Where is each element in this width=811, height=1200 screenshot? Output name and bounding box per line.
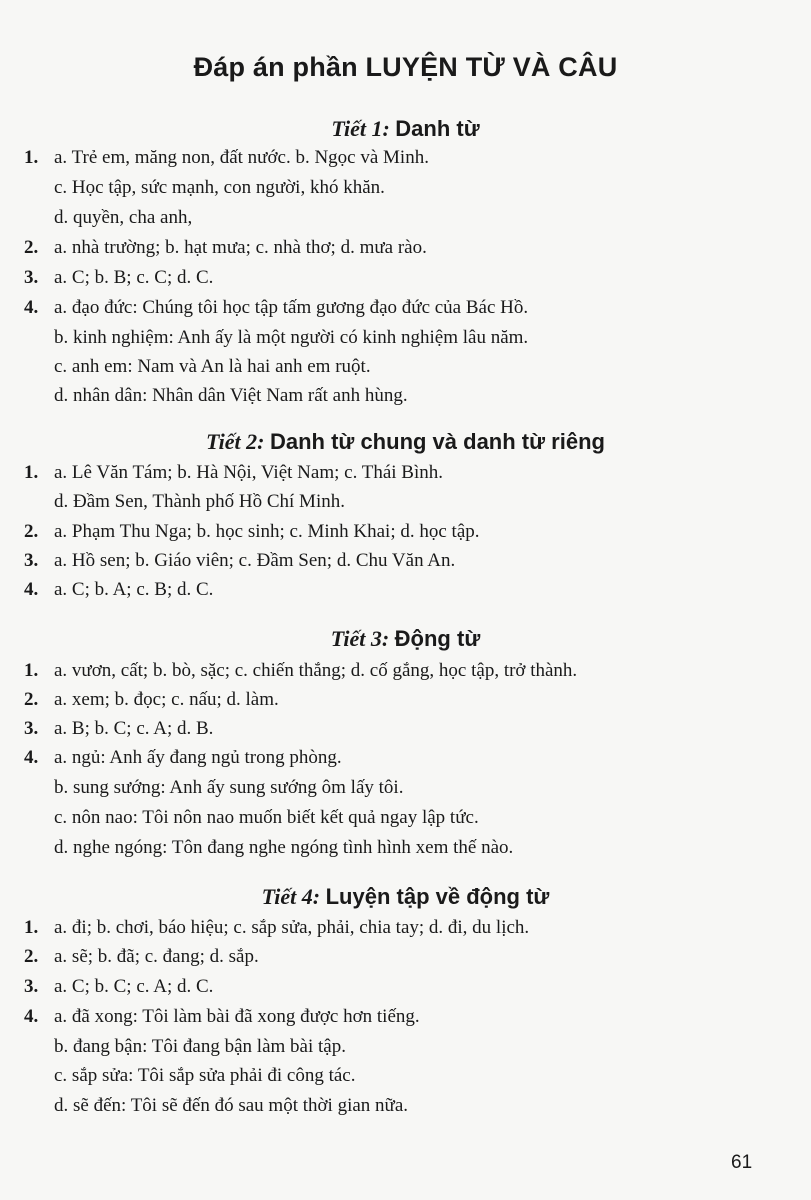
answer-line: c. Học tập, sức mạnh, con người, khó khăn. [54,177,385,198]
section-heading-tiet-2 [0,429,811,455]
item-number: 1. [24,462,39,483]
item-number: 2. [24,946,39,967]
answer-line: d. nhân dân: Nhân dân Việt Nam rất anh hùng. [54,385,408,406]
item-number: 4. [24,1006,39,1027]
answer-line: d. nghe ngóng: Tôn đang nghe ngóng tình hình xem thế nào. [54,837,514,858]
page-number: 61 [731,1152,753,1173]
answer-line: b. kinh nghiệm: Anh ấy là một người có kinh nghiệm lâu năm. [54,327,529,348]
answer-line: a. vươn, cất; b. bò, sặc; c. chiến thắng; d. cố gắng, học tập, trở thành. [54,660,578,681]
answer-line: d. sẽ đến: Tôi sẽ đến đó sau một thời gian nữa. [54,1095,409,1116]
answer-line: a. đi; b. chơi, báo hiệu; c. sắp sửa, phải, chia tay; d. đi, du lịch. [54,917,530,938]
answer-line: a. Lê Văn Tám; b. Hà Nội, Việt Nam; c. Thái Bình. [54,462,443,483]
section-lead: Tiết 1: [331,116,390,141]
item-number: 1. [24,147,39,168]
section-topic: Động từ [394,626,481,651]
section-topic: Danh từ chung và danh từ riêng [269,429,605,454]
answer-line: a. C; b. C; c. A; d. C. [54,976,214,997]
item-number: 4. [24,297,39,318]
section-heading-tiet-3 [0,626,811,652]
answer-line: a. Hồ sen; b. Giáo viên; c. Đầm Sen; d. Chu Văn An. [54,550,456,571]
section-lead: Tiết 2: [206,429,265,454]
answer-line: a. đã xong: Tôi làm bài đã xong được hơn tiếng. [54,1006,420,1027]
section-heading-tiet-1 [0,116,811,142]
answer-line: d. Đầm Sen, Thành phố Hồ Chí Minh. [54,491,345,512]
section-topic: Luyện tập về động từ [325,884,550,909]
item-number: 2. [24,237,39,258]
answer-line: a. C; b. A; c. B; d. C. [54,579,214,600]
answer-line: d. quyền, cha anh, [54,207,193,228]
section-lead: Tiết 4: [261,884,321,909]
item-number: 3. [24,976,39,997]
item-number: 2. [24,521,39,542]
answer-line: a. Phạm Thu Nga; b. học sinh; c. Minh Khai; d. học tập. [54,521,480,542]
answer-line: a. B; b. C; c. A; d. B. [54,718,214,739]
answer-line: c. sắp sửa: Tôi sắp sửa phải đi công tác. [54,1065,356,1086]
answer-line: c. nôn nao: Tôi nôn nao muốn biết kết quả ngay lập tức. [54,807,479,828]
item-number: 1. [24,917,39,938]
item-number: 2. [24,689,39,710]
item-number: 1. [24,660,39,681]
answer-line: b. đang bận: Tôi đang bận làm bài tập. [54,1036,346,1057]
answer-line: a. nhà trường; b. hạt mưa; c. nhà thơ; d. mưa rào. [54,237,427,258]
answer-line: a. ngủ: Anh ấy đang ngủ trong phòng. [54,747,342,768]
answer-line: a. xem; b. đọc; c. nấu; d. làm. [54,689,279,710]
answer-line: a. sẽ; b. đã; c. đang; d. sắp. [54,946,259,967]
answer-line: a. Trẻ em, măng non, đất nước. b. Ngọc và Minh. [54,147,429,168]
item-number: 4. [24,579,39,600]
section-topic: Danh từ [395,116,480,141]
item-number: 3. [24,267,39,288]
section-heading-tiet-4 [0,884,811,910]
answer-line: b. sung sướng: Anh ấy sung sướng ôm lấy tôi. [54,777,404,798]
answer-line: a. C; b. B; c. C; d. C. [54,267,214,288]
item-number: 4. [24,747,39,768]
page-title: Đáp án phần LUYỆN TỪ VÀ CÂU [193,52,618,82]
item-number: 3. [24,718,39,739]
answer-line: a. đạo đức: Chúng tôi học tập tấm gương đạo đức của Bác Hồ. [54,297,529,318]
answer-line: c. anh em: Nam và An là hai anh em ruột. [54,356,371,377]
section-lead: Tiết 3: [330,626,390,651]
item-number: 3. [24,550,39,571]
